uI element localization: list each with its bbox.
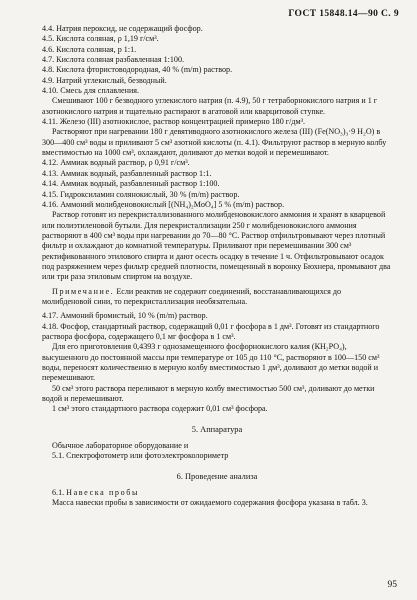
item-6-1-title: Навеска пробы [66,488,139,498]
item-4-6: 4.6. Кислота соляная, р 1:1. [42,44,137,54]
document-body [42,24,392,509]
item-4-4: 4.4. Натрия пероксид, не содержащий фосфор. [42,24,203,33]
item-4-9: 4.9. Натрий углекислый, безводный. [42,75,167,85]
paragraph-4-18-c: 1 см³ этого стандартного раствора содержит 0,01 см³ фосфора. [52,404,268,414]
item-4-12: 4.12. Аммиак водный раствор, ρ 0,91 г/см³. [42,158,190,168]
item-4-7: 4.7. Кислота соляная разбавленная 1:100. [42,55,185,65]
item-4-8: 4.8. Кислота фтористоводородная, 40 % (m/m) раствор. [42,65,233,75]
section-5-title: 5. Аппаратура [191,424,243,434]
page-header: ГОСТ 15848.14—90 С. 9 [288,9,399,19]
paragraph-4-11: Растворяют при нагревании 180 г девятиводного азотнокислого железа (III) (Fe(NO₃)₃·9 H₂O) в 300—400 см³ воды и приливают 5 см³ азотной кислоты (п. 4.1). Фильтруют раствор в мерную колбу вместимостью на 1000 см³, охлаждают, доливают до метки водой и перемешивают. [42,127,387,158]
item-4-18: 4.18. Фосфор, стандартный раствор, содержащий 0,01 г фосфора в 1 дм³. Готовят из стандартного раствора фосфора, содержащего 0,1 мг фосфора в 1 см³. [42,321,380,341]
item-6-1 [42,488,392,498]
paragraph-4-18-b: 50 см³ этого раствора переливают в мерную колбу вместимостью 500 см³, доливают до метки водой и перемешивают. [42,383,375,404]
paragraph-6-1: Масса навески пробы в зависимости от ожидаемого содержания фосфора указана в табл. 3. [52,498,368,508]
paragraph-4-10: Смешивают 100 г безводного углекислого натрия (п. 4.9), 50 г тетраборнокислого натрия и 1 г азотнокислого натрия и тщательно растирают в агатовой или кварцитовой ступке. [42,96,378,116]
item-6-1-number: 6.1. [52,488,65,498]
page-number: 95 [387,580,397,590]
paragraph-4-16: Раствор готовят из перекристаллизованного молибденовокислого аммония и хранят в кварцевой или полиэтиленовой бутыли. Для перекристаллизации 250 г молибденовокислого аммония растворяют в 400 см³ воды при нагревании до 70—80 °С. Раствор отфильтровывают через плотный фильтр и охлаждают до комнатной температуры. Приливают при перемешивании 300 см³ ректификованного этилового спирта и дают осесть осадку в течение 1 ч. Отфильтровывают осадок под разряжением через фильтр средней плотности, помещенный в воронку Бюхнера, промывают два или три раза этиловым спиртом на воздухе. [42,210,391,282]
item-4-15: 4.15. Гидроксиламин солянокислый, 30 % (m/m) раствор. [42,189,240,199]
item-4-5: 4.5. Кислота соляная, ρ 1,19 г/см³. [42,34,159,44]
note-text: Если реактив не содержит соединений, восстанавливающихся до молибденовой сини, то перекристаллизация необязательна. [42,286,342,306]
item-4-16: 4.16. Аммоний молибденовокислый [(NH₄)₂MoO₄] 5 % (m/m) раствор. [42,199,285,209]
item-4-10: 4.10. Смесь для сплавления. [42,86,140,96]
item-4-11: 4.11. Железо (III) азотнокислое, раствор концентрацией примерно 180 г/дм³. [42,117,306,127]
paragraph-4-18-a: Для его приготовления 0,4393 г однозамещенного фосфорнокислого калия (КН₂РО₄), высушенного до постоянной массы при температуре от 105 до 110 °С, растворяют в 100—150 см³ воды, переносят количественно в мерную колбу вместимостью 1 дм³, доливают до метки водой и перемешивают. [42,342,380,383]
paragraph-5-a: Обычное лабораторное оборудование и [52,441,189,451]
paragraph-5-1: 5.1. Спектрофотометр или фотоэлектроколориметр [52,451,229,461]
item-4-13: 4.13. Аммиак водный, разбавленный раствор 1:1. [42,168,212,178]
item-4-14: 4.14. Аммиак водный, разбавленный раствор 1:100. [42,179,220,189]
note-label: Примечание. [52,286,115,296]
item-4-17: 4.17. Аммоний бромистый, 10 % (m/m) раствор. [42,311,208,321]
section-6-title: 6. Проведение анализа [176,471,258,481]
note [42,287,392,308]
